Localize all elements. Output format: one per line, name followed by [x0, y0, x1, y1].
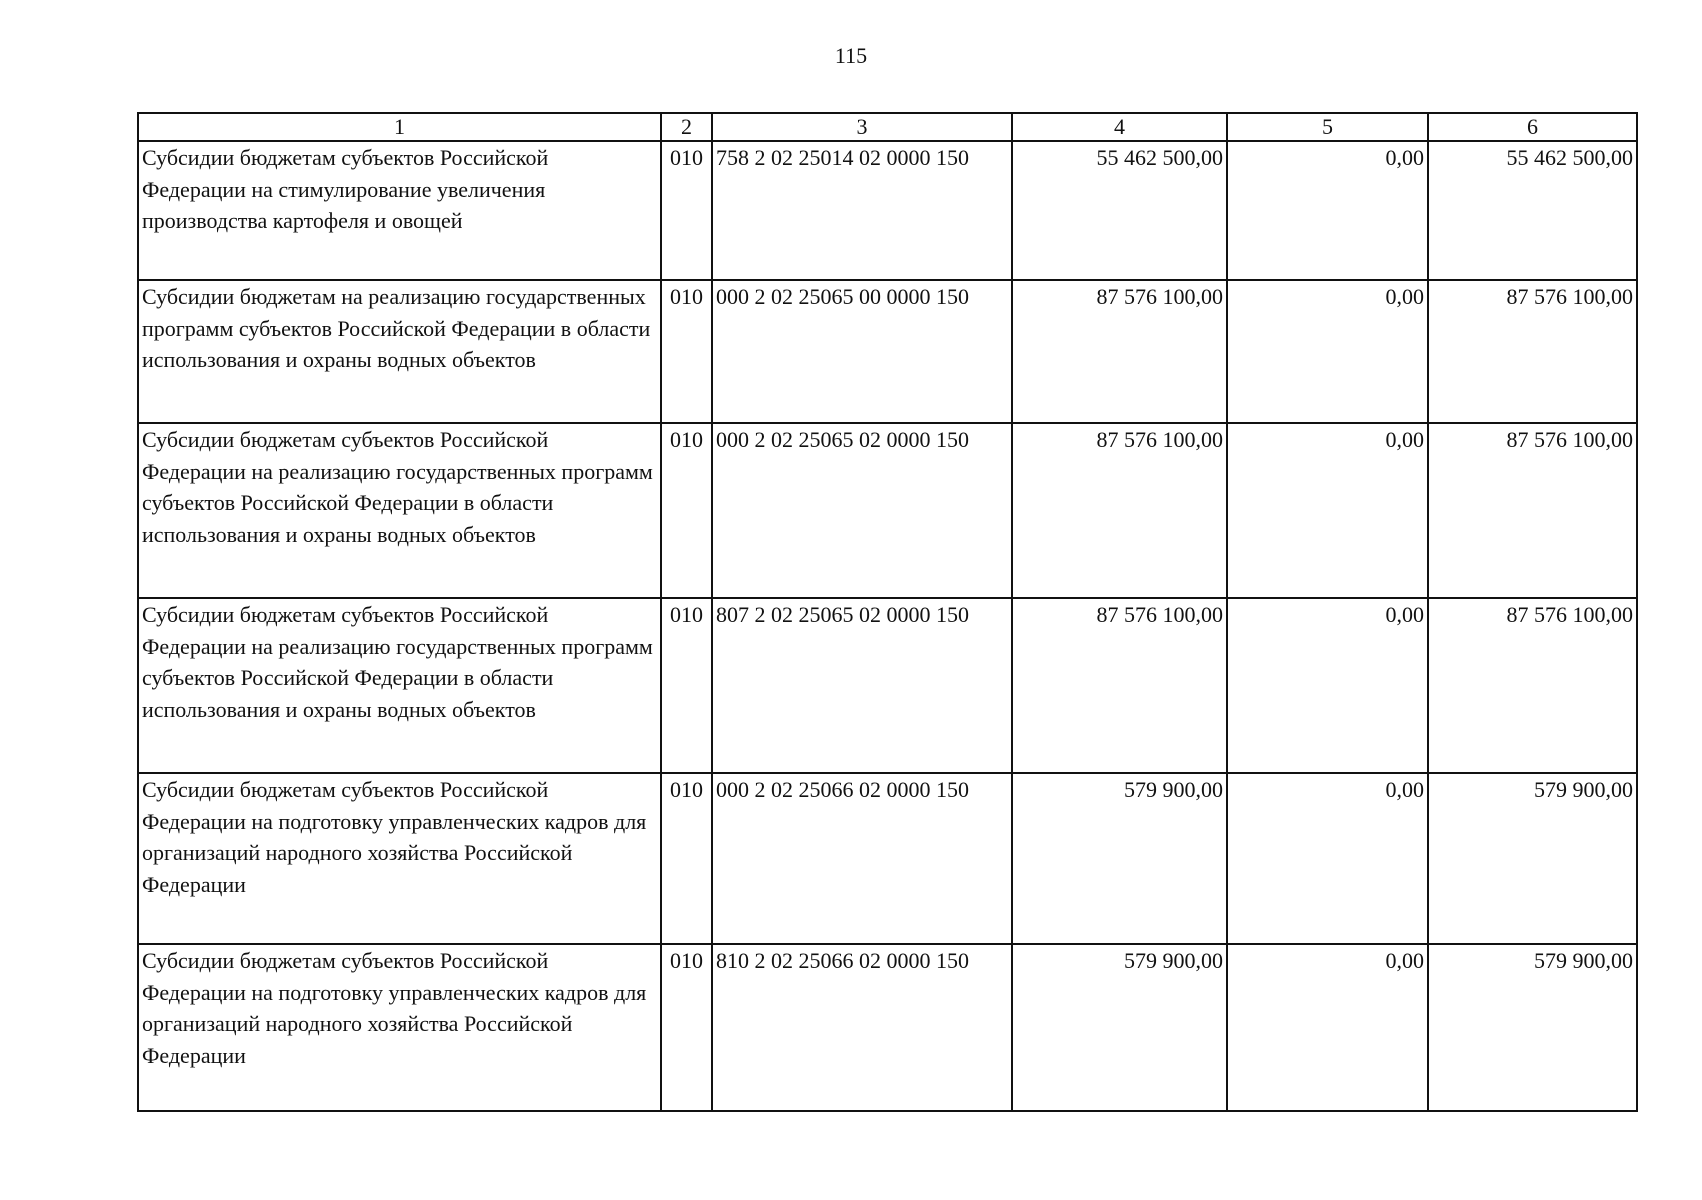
table-header-row — [138, 113, 1637, 141]
admin-code-cell: 010 — [661, 423, 712, 598]
budget-code-cell: 000 2 02 25065 00 0000 150 — [712, 280, 1012, 423]
row-name-cell: Субсидии бюджетам субъектов Российской Федерации на реализацию государственных программ субъектов Российской Федерации в области использования и охраны водных объектов — [138, 598, 661, 773]
amount-col6-cell: 579 900,00 — [1428, 773, 1637, 944]
admin-code-cell: 010 — [661, 773, 712, 944]
column-header-5: 5 — [1227, 113, 1428, 141]
table-row — [138, 944, 1637, 1111]
amount-col5-cell: 0,00 — [1227, 598, 1428, 773]
row-name-cell: Субсидии бюджетам субъектов Российской Федерации на реализацию государственных программ субъектов Российской Федерации в области использования и охраны водных объектов — [138, 423, 661, 598]
budget-code-cell: 810 2 02 25066 02 0000 150 — [712, 944, 1012, 1111]
amount-col6-cell: 87 576 100,00 — [1428, 598, 1637, 773]
amount-col4-cell: 87 576 100,00 — [1012, 598, 1227, 773]
amount-col5-cell: 0,00 — [1227, 423, 1428, 598]
table-row — [138, 598, 1637, 773]
amount-col5-cell: 0,00 — [1227, 944, 1428, 1111]
page-number: 115 — [834, 43, 868, 68]
amount-col6-cell: 55 462 500,00 — [1428, 141, 1637, 280]
table-row — [138, 280, 1637, 423]
row-name-cell: Субсидии бюджетам субъектов Российской Федерации на подготовку управленческих кадров для организаций народного хозяйства Российской Федерации — [138, 944, 661, 1111]
budget-code-cell: 807 2 02 25065 02 0000 150 — [712, 598, 1012, 773]
table-row — [138, 423, 1637, 598]
row-name-cell: Субсидии бюджетам субъектов Российской Федерации на подготовку управленческих кадров для организаций народного хозяйства Российской Федерации — [138, 773, 661, 944]
table-row — [138, 141, 1637, 280]
amount-col4-cell: 87 576 100,00 — [1012, 280, 1227, 423]
amount-col6-cell: 87 576 100,00 — [1428, 423, 1637, 598]
amount-col6-cell: 87 576 100,00 — [1428, 280, 1637, 423]
amount-col6-cell: 579 900,00 — [1428, 944, 1637, 1111]
column-header-1: 1 — [138, 113, 661, 141]
amount-col5-cell: 0,00 — [1227, 773, 1428, 944]
amount-col4-cell: 579 900,00 — [1012, 944, 1227, 1111]
admin-code-cell: 010 — [661, 944, 712, 1111]
column-header-3: 3 — [712, 113, 1012, 141]
column-header-2: 2 — [661, 113, 712, 141]
admin-code-cell: 010 — [661, 280, 712, 423]
column-header-6: 6 — [1428, 113, 1637, 141]
table-row — [138, 773, 1637, 944]
amount-col4-cell: 87 576 100,00 — [1012, 423, 1227, 598]
budget-code-cell: 000 2 02 25065 02 0000 150 — [712, 423, 1012, 598]
admin-code-cell: 010 — [661, 141, 712, 280]
row-name-cell: Субсидии бюджетам на реализацию государственных программ субъектов Российской Федерации в области использования и охраны водных объектов — [138, 280, 661, 423]
amount-col4-cell: 579 900,00 — [1012, 773, 1227, 944]
budget-code-cell: 000 2 02 25066 02 0000 150 — [712, 773, 1012, 944]
amount-col5-cell: 0,00 — [1227, 141, 1428, 280]
amount-col5-cell: 0,00 — [1227, 280, 1428, 423]
budget-table — [137, 112, 1638, 1112]
amount-col4-cell: 55 462 500,00 — [1012, 141, 1227, 280]
admin-code-cell: 010 — [661, 598, 712, 773]
budget-code-cell: 758 2 02 25014 02 0000 150 — [712, 141, 1012, 280]
column-header-4: 4 — [1012, 113, 1227, 141]
row-name-cell: Субсидии бюджетам субъектов Российской Федерации на стимулирование увеличения производства картофеля и овощей — [138, 141, 661, 280]
